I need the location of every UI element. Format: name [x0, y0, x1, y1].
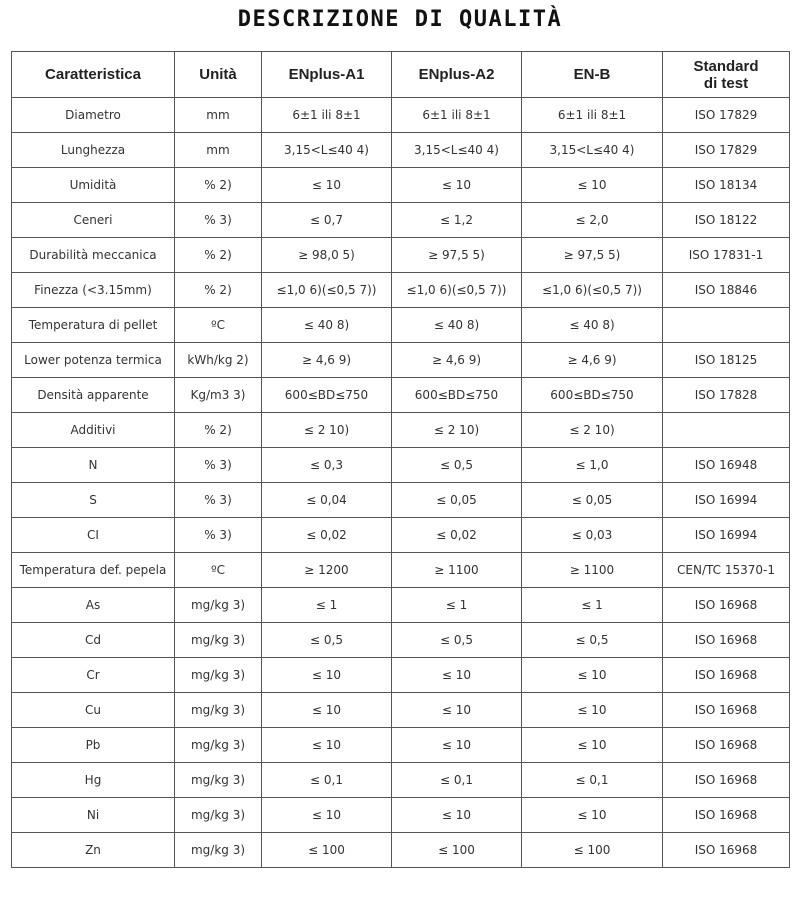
cell-enplus-a2: ≤ 0,5	[392, 448, 522, 483]
cell-caratteristica: Cr	[12, 658, 175, 693]
cell-standard: ISO 16968	[663, 693, 790, 728]
cell-standard: ISO 18122	[663, 203, 790, 238]
cell-enplus-a1: ≤ 10	[262, 728, 392, 763]
cell-unita: % 2)	[175, 168, 262, 203]
cell-standard: ISO 16968	[663, 658, 790, 693]
cell-enplus-a1: 600≤BD≤750	[262, 378, 392, 413]
table-row	[12, 413, 790, 448]
cell-caratteristica: Durabilità meccanica	[12, 238, 175, 273]
cell-standard: ISO 16968	[663, 833, 790, 868]
table-row	[12, 238, 790, 273]
cell-caratteristica: Pb	[12, 728, 175, 763]
cell-enplus-a1: ≤ 0,7	[262, 203, 392, 238]
cell-en-b: ≥ 97,5 5)	[522, 238, 663, 273]
cell-en-b: ≤ 0,03	[522, 518, 663, 553]
cell-caratteristica: Zn	[12, 833, 175, 868]
cell-caratteristica: Cd	[12, 623, 175, 658]
quality-table	[11, 51, 790, 868]
table-row	[12, 693, 790, 728]
cell-enplus-a1: ≤ 10	[262, 168, 392, 203]
cell-caratteristica: Hg	[12, 763, 175, 798]
table-header	[12, 52, 790, 98]
cell-enplus-a2: ≥ 4,6 9)	[392, 343, 522, 378]
cell-en-b: ≤ 0,05	[522, 483, 663, 518]
cell-enplus-a2: ≤ 100	[392, 833, 522, 868]
cell-en-b: 3,15<L≤40 4)	[522, 133, 663, 168]
cell-standard: ISO 18846	[663, 273, 790, 308]
cell-caratteristica: Additivi	[12, 413, 175, 448]
cell-caratteristica: Diametro	[12, 98, 175, 133]
cell-caratteristica: Ni	[12, 798, 175, 833]
table-row	[12, 168, 790, 203]
cell-enplus-a2: ≤ 1	[392, 588, 522, 623]
cell-caratteristica: Densità apparente	[12, 378, 175, 413]
cell-enplus-a2: ≤ 10	[392, 728, 522, 763]
cell-standard: ISO 18134	[663, 168, 790, 203]
cell-unita: mm	[175, 133, 262, 168]
cell-en-b: ≤ 1,0	[522, 448, 663, 483]
cell-enplus-a2: 6±1 ili 8±1	[392, 98, 522, 133]
cell-unita: % 3)	[175, 518, 262, 553]
cell-enplus-a2: 3,15<L≤40 4)	[392, 133, 522, 168]
page-title: DESCRIZIONE DI QUALITÀ	[237, 7, 563, 32]
cell-en-b: ≤ 40 8)	[522, 308, 663, 343]
cell-standard: ISO 16948	[663, 448, 790, 483]
cell-standard: ISO 16968	[663, 763, 790, 798]
cell-unita: mg/kg 3)	[175, 763, 262, 798]
cell-unita: % 3)	[175, 483, 262, 518]
cell-standard: ISO 16968	[663, 623, 790, 658]
cell-caratteristica: Lower potenza termica	[12, 343, 175, 378]
header-enplus-a1: ENplus-A1	[262, 52, 392, 98]
table-row	[12, 133, 790, 168]
cell-standard: ISO 17829	[663, 98, 790, 133]
table-row	[12, 273, 790, 308]
cell-en-b: ≤ 10	[522, 693, 663, 728]
cell-unita: mg/kg 3)	[175, 728, 262, 763]
cell-unita: ºC	[175, 553, 262, 588]
table-row	[12, 343, 790, 378]
cell-standard: CEN/TC 15370-1	[663, 553, 790, 588]
cell-enplus-a1: ≥ 4,6 9)	[262, 343, 392, 378]
cell-en-b: ≤ 10	[522, 728, 663, 763]
cell-unita: % 2)	[175, 413, 262, 448]
cell-enplus-a2: ≤ 10	[392, 798, 522, 833]
cell-standard: ISO 18125	[663, 343, 790, 378]
cell-enplus-a1: ≤ 1	[262, 588, 392, 623]
cell-en-b: ≤ 10	[522, 798, 663, 833]
cell-enplus-a2: ≥ 1100	[392, 553, 522, 588]
cell-enplus-a1: ≤ 10	[262, 798, 392, 833]
table-row	[12, 658, 790, 693]
cell-unita: kWh/kg 2)	[175, 343, 262, 378]
cell-en-b: ≤ 1	[522, 588, 663, 623]
table-row	[12, 378, 790, 413]
cell-enplus-a2: ≤ 0,05	[392, 483, 522, 518]
cell-enplus-a1: ≤ 10	[262, 693, 392, 728]
header-caratteristica: Caratteristica	[12, 52, 175, 98]
cell-enplus-a2: ≤ 2 10)	[392, 413, 522, 448]
cell-enplus-a1: ≤ 0,1	[262, 763, 392, 798]
cell-en-b: ≤1,0 6)(≤0,5 7))	[522, 273, 663, 308]
cell-en-b: ≥ 4,6 9)	[522, 343, 663, 378]
cell-en-b: ≥ 1100	[522, 553, 663, 588]
cell-enplus-a1: ≤1,0 6)(≤0,5 7))	[262, 273, 392, 308]
cell-standard	[663, 308, 790, 343]
table-row	[12, 623, 790, 658]
cell-unita: mg/kg 3)	[175, 798, 262, 833]
cell-unita: mg/kg 3)	[175, 623, 262, 658]
header-en-b: EN-B	[522, 52, 663, 98]
table-row	[12, 553, 790, 588]
table-row	[12, 728, 790, 763]
cell-unita: mg/kg 3)	[175, 588, 262, 623]
table-row	[12, 483, 790, 518]
cell-caratteristica: Temperatura di pellet	[12, 308, 175, 343]
cell-caratteristica: N	[12, 448, 175, 483]
cell-unita: Kg/m3 3)	[175, 378, 262, 413]
cell-enplus-a2: ≤ 1,2	[392, 203, 522, 238]
table-row	[12, 763, 790, 798]
cell-standard: ISO 17831-1	[663, 238, 790, 273]
cell-caratteristica: Umidità	[12, 168, 175, 203]
cell-en-b: ≤ 0,1	[522, 763, 663, 798]
cell-enplus-a1: ≤ 10	[262, 658, 392, 693]
cell-enplus-a2: ≥ 97,5 5)	[392, 238, 522, 273]
cell-enplus-a1: ≤ 0,04	[262, 483, 392, 518]
cell-standard: ISO 16968	[663, 728, 790, 763]
cell-unita: mm	[175, 98, 262, 133]
cell-enplus-a1: ≤ 0,02	[262, 518, 392, 553]
cell-caratteristica: CI	[12, 518, 175, 553]
cell-enplus-a2: 600≤BD≤750	[392, 378, 522, 413]
cell-enplus-a1: ≤ 0,3	[262, 448, 392, 483]
cell-standard: ISO 16994	[663, 483, 790, 518]
cell-caratteristica: As	[12, 588, 175, 623]
cell-standard: ISO 17828	[663, 378, 790, 413]
header-unita: Unità	[175, 52, 262, 98]
cell-en-b: 600≤BD≤750	[522, 378, 663, 413]
cell-en-b: 6±1 ili 8±1	[522, 98, 663, 133]
cell-enplus-a2: ≤ 10	[392, 658, 522, 693]
table-row	[12, 308, 790, 343]
header-row	[12, 52, 790, 98]
header-enplus-a2: ENplus-A2	[392, 52, 522, 98]
table-row	[12, 448, 790, 483]
table-row	[12, 588, 790, 623]
cell-enplus-a2: ≤ 0,02	[392, 518, 522, 553]
table-row	[12, 518, 790, 553]
cell-enplus-a1: ≥ 98,0 5)	[262, 238, 392, 273]
cell-caratteristica: Lunghezza	[12, 133, 175, 168]
cell-standard	[663, 413, 790, 448]
cell-enplus-a2: ≤ 0,5	[392, 623, 522, 658]
cell-enplus-a1: 3,15<L≤40 4)	[262, 133, 392, 168]
table-row	[12, 833, 790, 868]
cell-standard: ISO 16994	[663, 518, 790, 553]
cell-unita: % 3)	[175, 203, 262, 238]
cell-en-b: ≤ 10	[522, 658, 663, 693]
cell-caratteristica: Finezza (<3.15mm)	[12, 273, 175, 308]
cell-en-b: ≤ 2 10)	[522, 413, 663, 448]
cell-enplus-a1: ≤ 40 8)	[262, 308, 392, 343]
cell-caratteristica: Cu	[12, 693, 175, 728]
cell-unita: % 2)	[175, 273, 262, 308]
cell-unita: mg/kg 3)	[175, 658, 262, 693]
cell-enplus-a2: ≤ 0,1	[392, 763, 522, 798]
cell-enplus-a1: 6±1 ili 8±1	[262, 98, 392, 133]
cell-enplus-a1: ≤ 0,5	[262, 623, 392, 658]
cell-enplus-a1: ≥ 1200	[262, 553, 392, 588]
cell-enplus-a2: ≤ 10	[392, 168, 522, 203]
cell-standard: ISO 17829	[663, 133, 790, 168]
cell-unita: % 2)	[175, 238, 262, 273]
cell-unita: % 3)	[175, 448, 262, 483]
cell-enplus-a1: ≤ 100	[262, 833, 392, 868]
cell-en-b: ≤ 100	[522, 833, 663, 868]
cell-en-b: ≤ 0,5	[522, 623, 663, 658]
cell-caratteristica: S	[12, 483, 175, 518]
cell-enplus-a2: ≤1,0 6)(≤0,5 7))	[392, 273, 522, 308]
cell-enplus-a2: ≤ 10	[392, 693, 522, 728]
cell-standard: ISO 16968	[663, 798, 790, 833]
cell-enplus-a1: ≤ 2 10)	[262, 413, 392, 448]
cell-unita: mg/kg 3)	[175, 693, 262, 728]
cell-en-b: ≤ 10	[522, 168, 663, 203]
table-body	[12, 98, 790, 868]
table-row	[12, 98, 790, 133]
table-row	[12, 798, 790, 833]
cell-caratteristica: Ceneri	[12, 203, 175, 238]
table-row	[12, 203, 790, 238]
cell-unita: mg/kg 3)	[175, 833, 262, 868]
cell-caratteristica: Temperatura def. pepela	[12, 553, 175, 588]
cell-enplus-a2: ≤ 40 8)	[392, 308, 522, 343]
cell-standard: ISO 16968	[663, 588, 790, 623]
header-standard: Standard di test	[663, 52, 790, 98]
cell-unita: ºC	[175, 308, 262, 343]
cell-en-b: ≤ 2,0	[522, 203, 663, 238]
